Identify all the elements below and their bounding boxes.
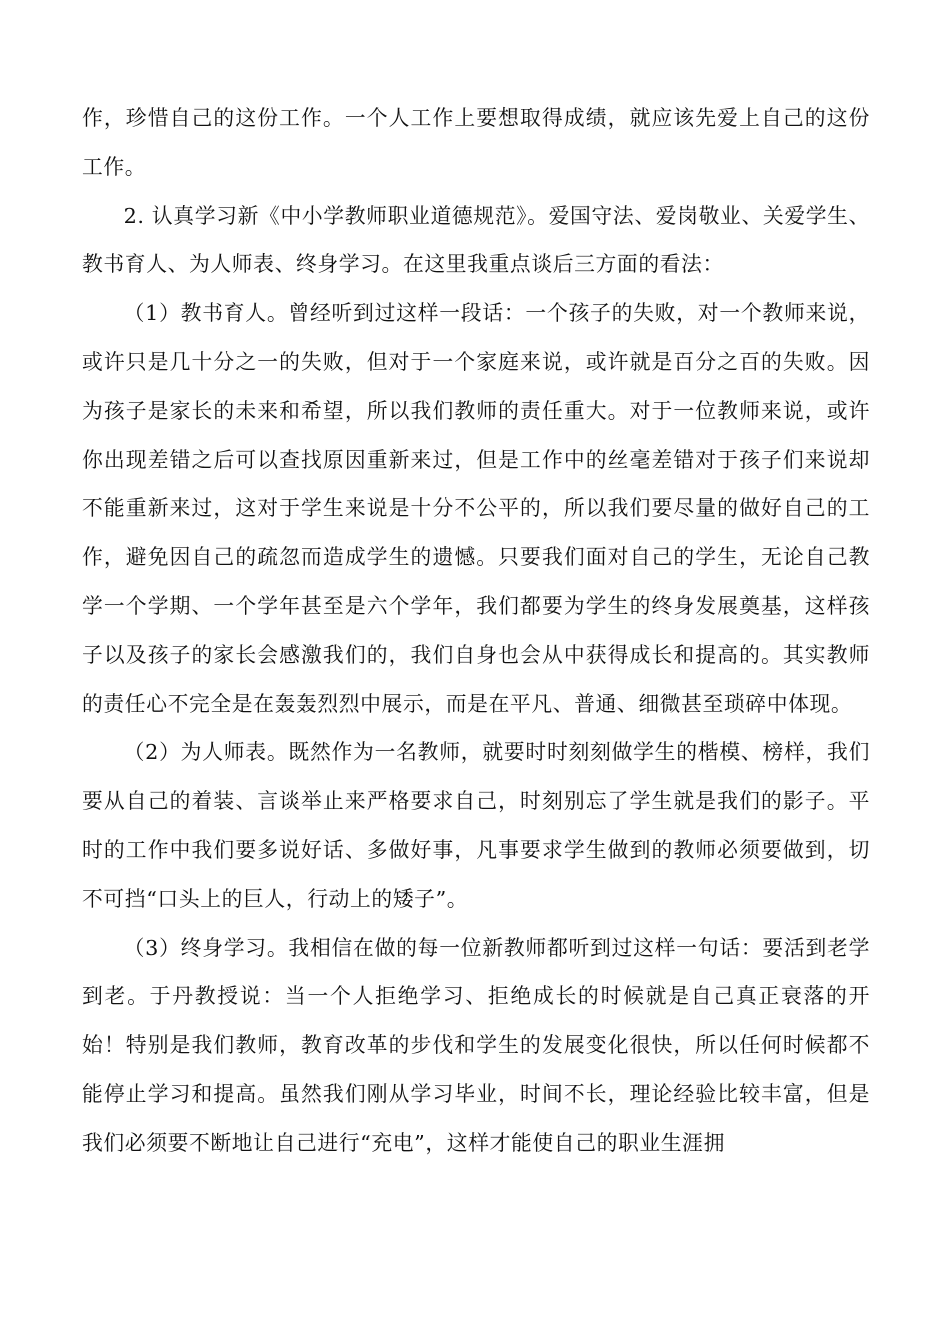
- paragraph-point-3: （3）终身学习。我相信在做的每一位新教师都听到过这样一句话：要活到老学到老。于丹教授说：当一个人拒绝学习、拒绝成长的时候就是自己真正衰落的开始！特别是我们教师，教育改革的步伐和学生的发展变化很快，所以任何时候都不能停止学习和提高。虽然我们刚从学习毕业，时间不长，理论经验比较丰富，但是我们必须要不断地让自己进行“充电”，这样才能使自己的职业生涯拥: [82, 935, 870, 1155]
- paragraph-section-2: 2. 认真学习新《中小学教师职业道德规范》。爱国守法、爱岗敬业、关爱学生、教书育人、为人师表、终身学习。在这里我重点谈后三方面的看法：: [82, 203, 870, 277]
- paragraph-point-1: （1）教书育人。曾经听到过这样一段话：一个孩子的失败，对一个教师来说，或许只是几十分之一的失败，但对于一个家庭来说，或许就是百分之百的失败。因为孩子是家长的未来和希望，所以我们教师的责任重大。对于一位教师来说，或许你出现差错之后可以查找原因重新来过，但是工作中的丝毫差错对于孩子们来说却不能重新来过，这对于学生来说是十分不公平的，所以我们要尽量的做好自己的工作，避免因自己的疏忽而造成学生的遗憾。只要我们面对自己的学生，无论自己教学一个学期、一个学年甚至是六个学年，我们都要为学生的终身发展奠基，这样孩子以及孩子的家长会感激我们的，我们自身也会从中获得成长和提高的。其实教师的责任心不完全是在轰轰烈烈中展示，而是在平凡、普通、细微甚至琐碎中体现。: [82, 301, 870, 716]
- document-body: [82, 94, 870, 1168]
- paragraph-point-2: （2）为人师表。既然作为一名教师，就要时时刻刻做学生的楷模、榜样，我们要从自己的着装、言谈举止来严格要求自己，时刻别忘了学生就是我们的影子。平时的工作中我们要多说好话、多做好事，凡事要求学生做到的教师必须要做到，切不可挡“口头上的巨人，行动上的矮子”。: [82, 740, 870, 911]
- paragraph-continuation: 作，珍惜自己的这份工作。一个人工作上要想取得成绩，就应该先爱上自己的这份工作。: [82, 106, 870, 179]
